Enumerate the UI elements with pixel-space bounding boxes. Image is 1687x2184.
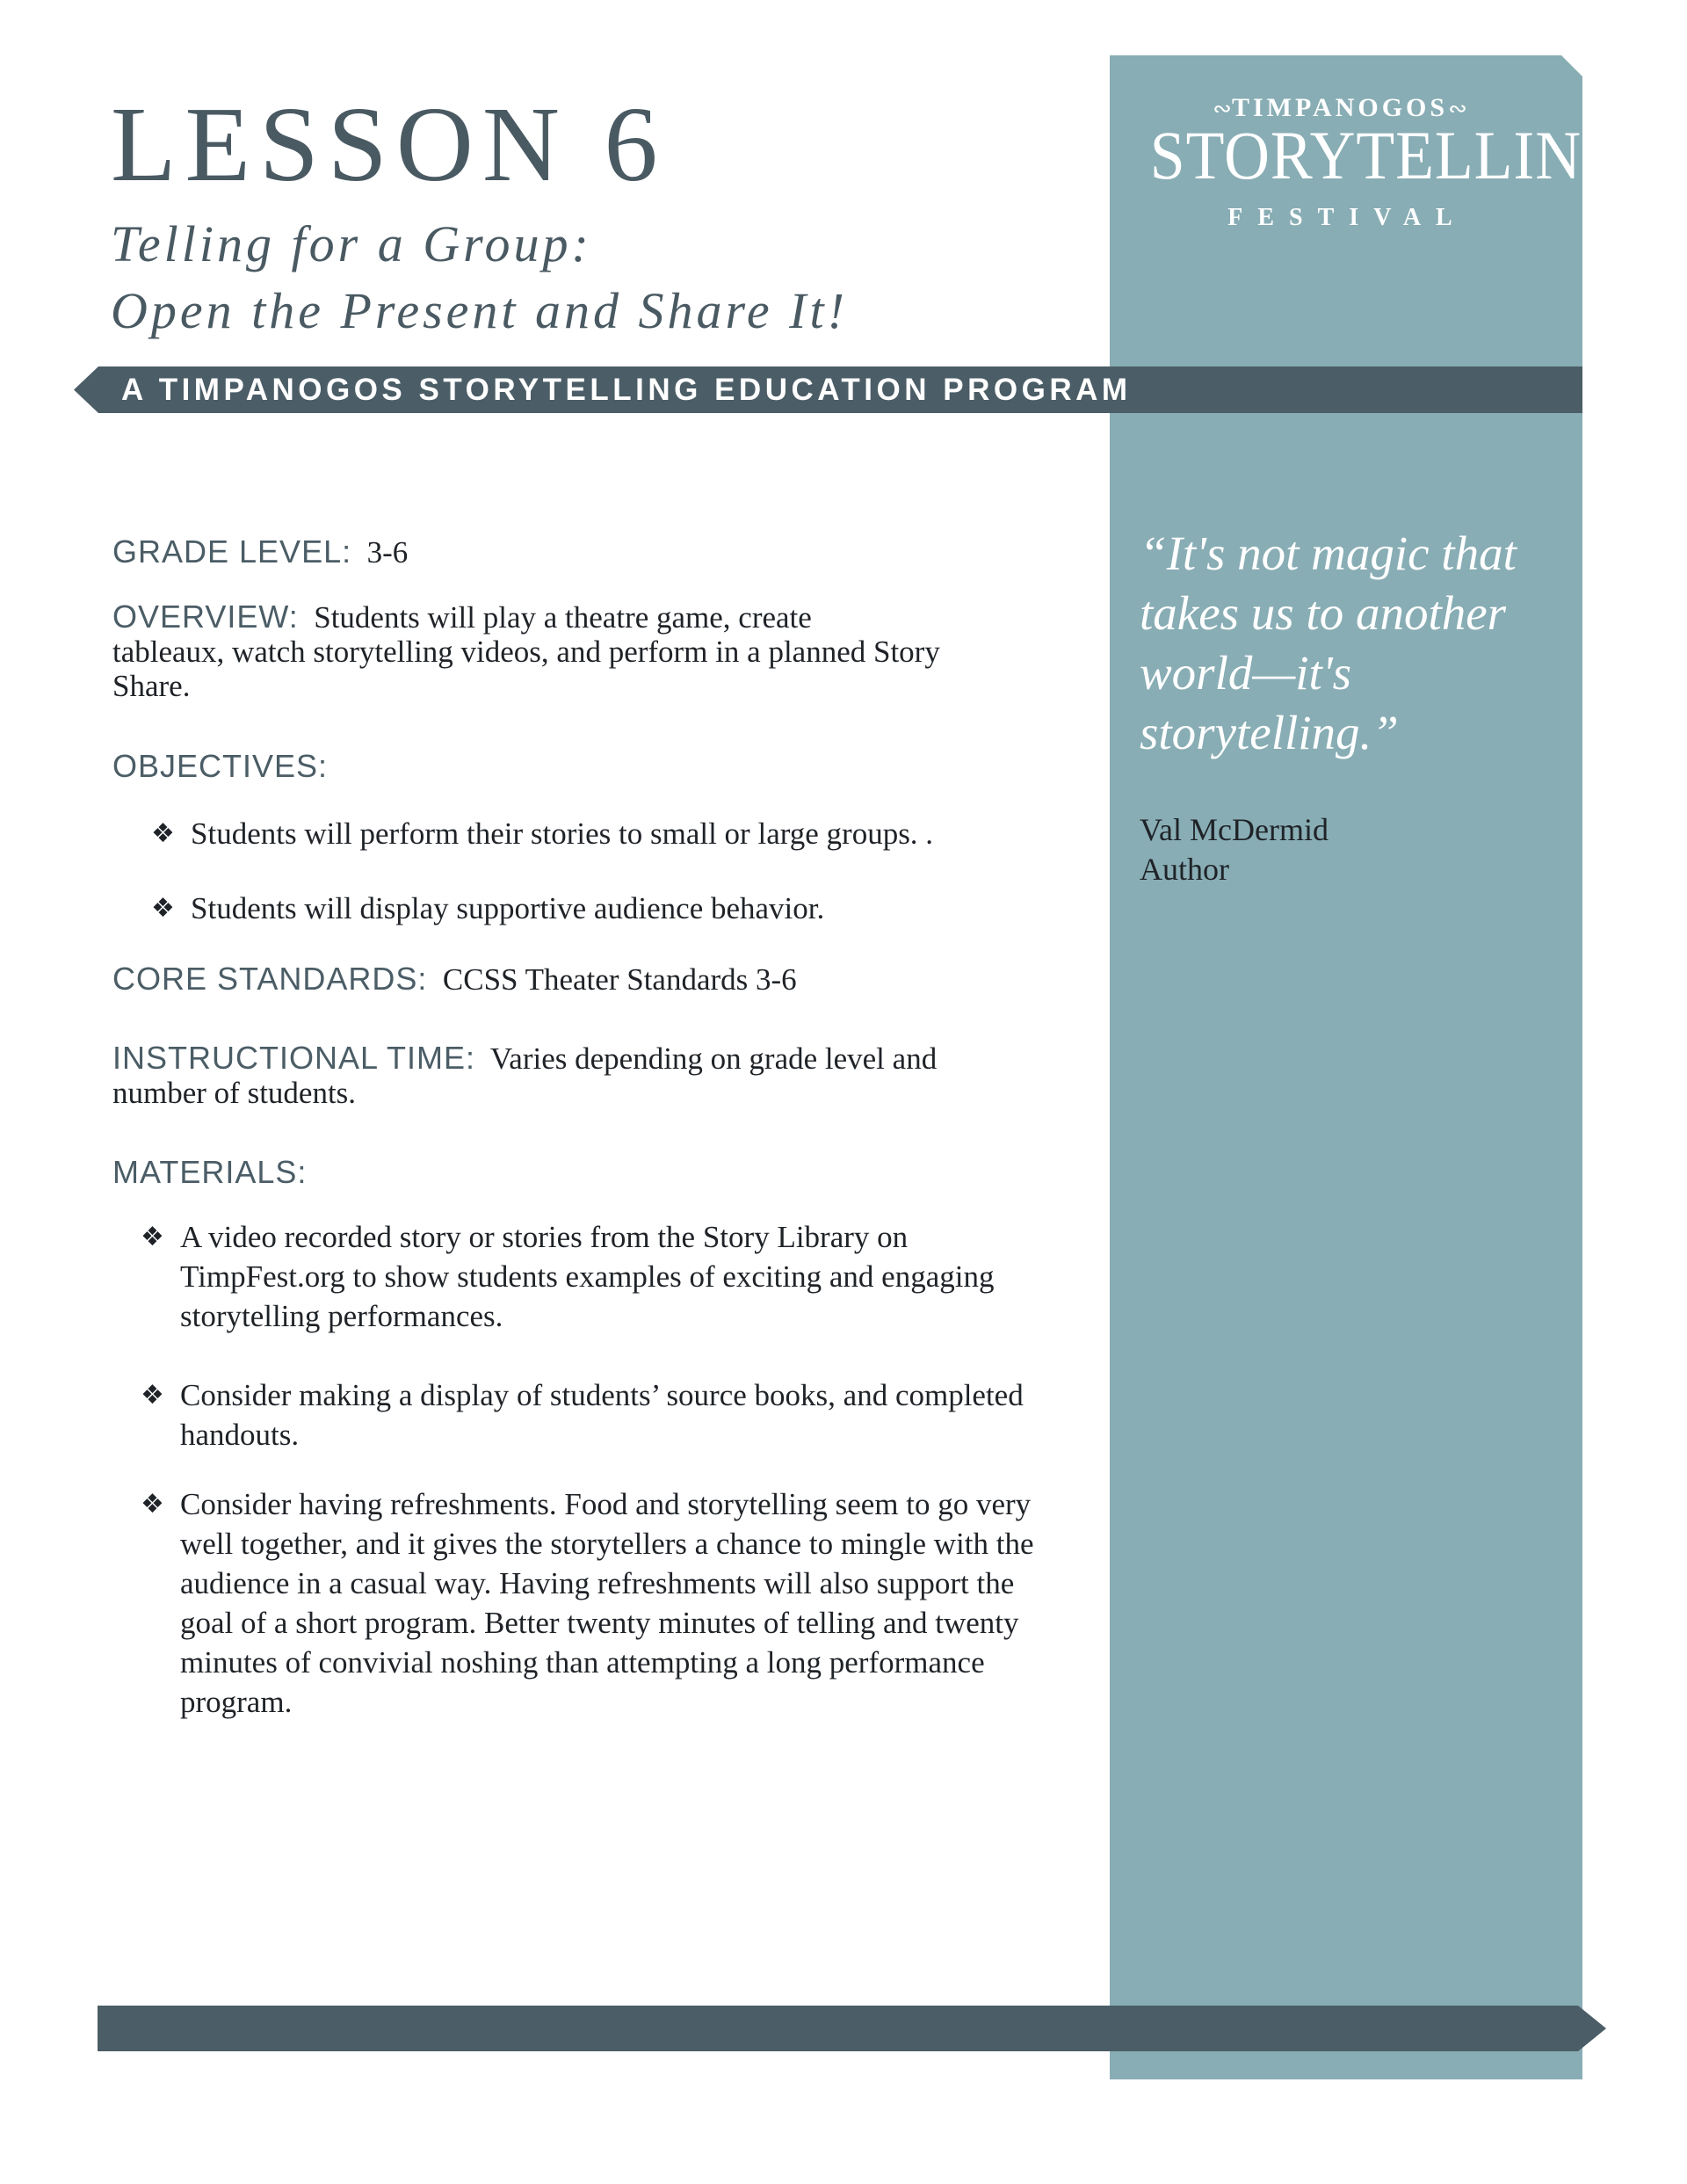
instructional-time-value: Varies depending on grade level and bbox=[489, 1041, 938, 1076]
festival-logo bbox=[1133, 88, 1628, 232]
list-item bbox=[151, 814, 1082, 853]
ornament-left-icon: ∾ bbox=[1213, 96, 1232, 121]
instructional-time-label: INSTRUCTIONAL TIME: bbox=[112, 1040, 476, 1076]
lesson-title: LESSON 6 bbox=[111, 85, 667, 204]
overview-label: OVERVIEW: bbox=[112, 599, 299, 635]
overview-text-first: Students will play a theatre game, create bbox=[314, 600, 812, 635]
bullet-icon: ❖ bbox=[151, 818, 175, 849]
core-standards-section bbox=[112, 961, 991, 997]
author-role: Author bbox=[1140, 852, 1229, 887]
program-banner-text: A TIMPANOGOS STORYTELLING EDUCATION PROGRAM bbox=[121, 373, 1132, 407]
logo-top-text: TIMPANOGOS bbox=[1231, 93, 1449, 122]
logo-main-text: STORYTELLING bbox=[1149, 117, 1628, 193]
overview-section bbox=[112, 599, 974, 703]
list-item bbox=[141, 1217, 1072, 1336]
instructional-time-section bbox=[112, 1041, 991, 1110]
core-standards-value: CCSS Theater Standards 3-6 bbox=[442, 962, 797, 997]
list-item bbox=[141, 1375, 1054, 1455]
sidebar-quote: “It's not magic that takes us to another world—it's storytelling.” bbox=[1140, 526, 1517, 759]
bullet-icon: ❖ bbox=[141, 1489, 164, 1520]
objectives-label: OBJECTIVES: bbox=[112, 748, 329, 784]
subtitle-line-2: Open the Present and Share It! bbox=[111, 282, 848, 339]
list-item bbox=[151, 889, 1082, 928]
logo-bottom-text: FESTIVAL bbox=[1227, 204, 1467, 231]
objectives-section bbox=[112, 749, 991, 784]
material-text: Consider making a display of students’ source books, and completed handouts. bbox=[180, 1378, 1024, 1452]
material-text: Consider having refreshments. Food and storytelling seem to go very well together, and it gives the storytellers a chance to mingle with the audience in a casual way. Having refreshments will also support the goal of a short program. Better twenty minutes of telling and twenty minutes of convivial noshing than attempting a long performance program. bbox=[180, 1487, 1034, 1719]
bullet-icon: ❖ bbox=[141, 1380, 164, 1411]
lesson-subtitle bbox=[111, 211, 848, 345]
objective-text: Students will display supportive audience behavior. bbox=[191, 891, 825, 925]
instructional-time-value-rest: number of students. bbox=[112, 1076, 357, 1110]
bullet-icon: ❖ bbox=[151, 893, 175, 924]
footer-bar bbox=[98, 2006, 1606, 2051]
grade-level-value: 3-6 bbox=[366, 535, 409, 570]
materials-section bbox=[112, 1155, 991, 1190]
subtitle-line-1: Telling for a Group: bbox=[111, 215, 592, 272]
materials-label: MATERIALS: bbox=[112, 1154, 308, 1190]
bullet-icon: ❖ bbox=[141, 1222, 164, 1252]
ornament-right-icon: ∾ bbox=[1448, 96, 1467, 121]
material-text: A video recorded story or stories from the Story Library on TimpFest.org to show students examples of exciting and engaging storytelling performances. bbox=[180, 1220, 995, 1333]
list-item bbox=[141, 1484, 1072, 1722]
core-standards-label: CORE STANDARDS: bbox=[112, 961, 428, 997]
sidebar-panel bbox=[1110, 55, 1628, 2079]
quote-attribution bbox=[1140, 810, 1329, 889]
grade-level-label: GRADE LEVEL: bbox=[112, 533, 352, 570]
grade-level-section bbox=[112, 534, 991, 570]
objective-text: Students will perform their stories to small or large groups. . bbox=[191, 816, 934, 851]
author-name: Val McDermid bbox=[1140, 812, 1329, 847]
overview-text-rest: tableaux, watch storytelling videos, and perform in a planned Story Share. bbox=[112, 635, 940, 703]
